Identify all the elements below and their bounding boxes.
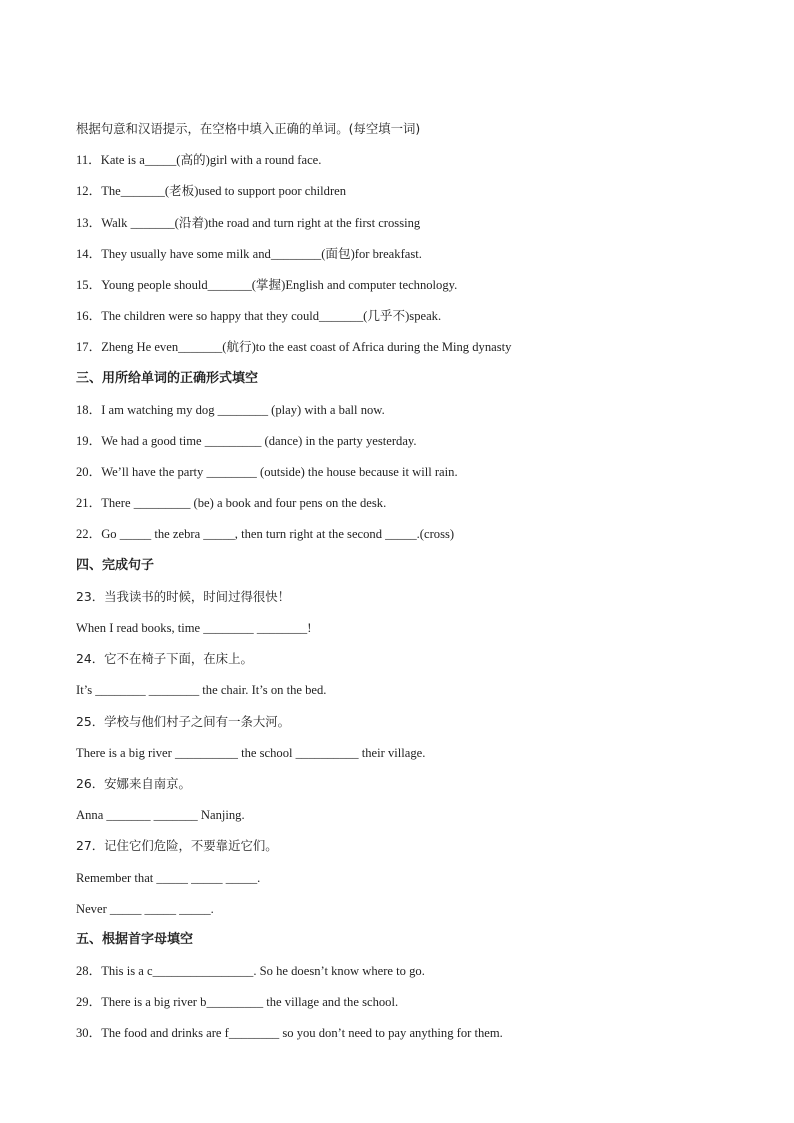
question-line: It’s ________ ________ the chair. It’s on the bed. [76, 683, 327, 698]
chinese-prompt: 25．学校与他们村子之间有一条大河。 [76, 713, 291, 729]
question-line: 13．Walk _______(沿着)the road and turn right at the first crossing [76, 215, 421, 230]
chinese-prompt: 23．当我读书的时候，时间过得很快！ [76, 588, 291, 604]
question-line: 14．They usually have some milk and________(面包)for breakfast. [76, 246, 422, 261]
section-heading: 三、用所给单词的正确形式填空 [76, 370, 259, 386]
chinese-prompt: 26．安娜来自南京。 [76, 775, 191, 791]
question-line: 11．Kate is a_____(高的)girl with a round face. [76, 153, 322, 168]
question-line: 22．Go _____ the zebra _____, then turn right at the second _____.(cross) [76, 527, 455, 542]
section-heading: 五、根据首字母填空 [76, 931, 194, 947]
chinese-prompt: 24．它不在椅子下面，在床上。 [76, 651, 253, 667]
question-line: 18．I am watching my dog ________ (play) with a ball now. [76, 402, 385, 417]
question-line: 17．Zheng He even_______(航行)to the east coast of Africa during the Ming dynasty [76, 340, 512, 355]
question-line: 29．There is a big river b_________ the village and the school. [76, 995, 399, 1010]
section-heading: 四、完成句子 [76, 557, 155, 573]
question-line: 12．The_______(老板)used to support poor children [76, 184, 347, 199]
chinese-prompt: 27．记住它们危险，不要靠近它们。 [76, 838, 278, 854]
worksheet [76, 118, 756, 1054]
question-line: 20．We’ll have the party ________ (outside) the house because it will rain. [76, 465, 458, 480]
question-line: Anna _______ _______ Nanjing. [76, 808, 245, 823]
question-list [76, 149, 756, 1053]
question-line: There is a big river __________ the school __________ their village. [76, 745, 426, 760]
instructions: 根据句意和汉语提示，在空格中填入正确的单词。(每空填一词) [76, 121, 421, 136]
question-line: When I read books, time ________ ________! [76, 621, 312, 635]
question-line: Never _____ _____ _____. [76, 901, 214, 916]
question-line: 19．We had a good time _________ (dance) in the party yesterday. [76, 433, 417, 448]
question-line: 30．The food and drinks are f________ so you don’t need to pay anything for them. [76, 1026, 503, 1041]
question-line: 28．This is a c________________. So he doesn’t know where to go. [76, 964, 425, 979]
question-line: 21．There _________ (be) a book and four pens on the desk. [76, 496, 387, 511]
question-line: 16．The children were so happy that they could_______(几乎不)speak. [76, 309, 442, 324]
question-line: 15．Young people should_______(掌握)English and computer technology. [76, 277, 458, 292]
question-line: Remember that _____ _____ _____. [76, 870, 261, 885]
